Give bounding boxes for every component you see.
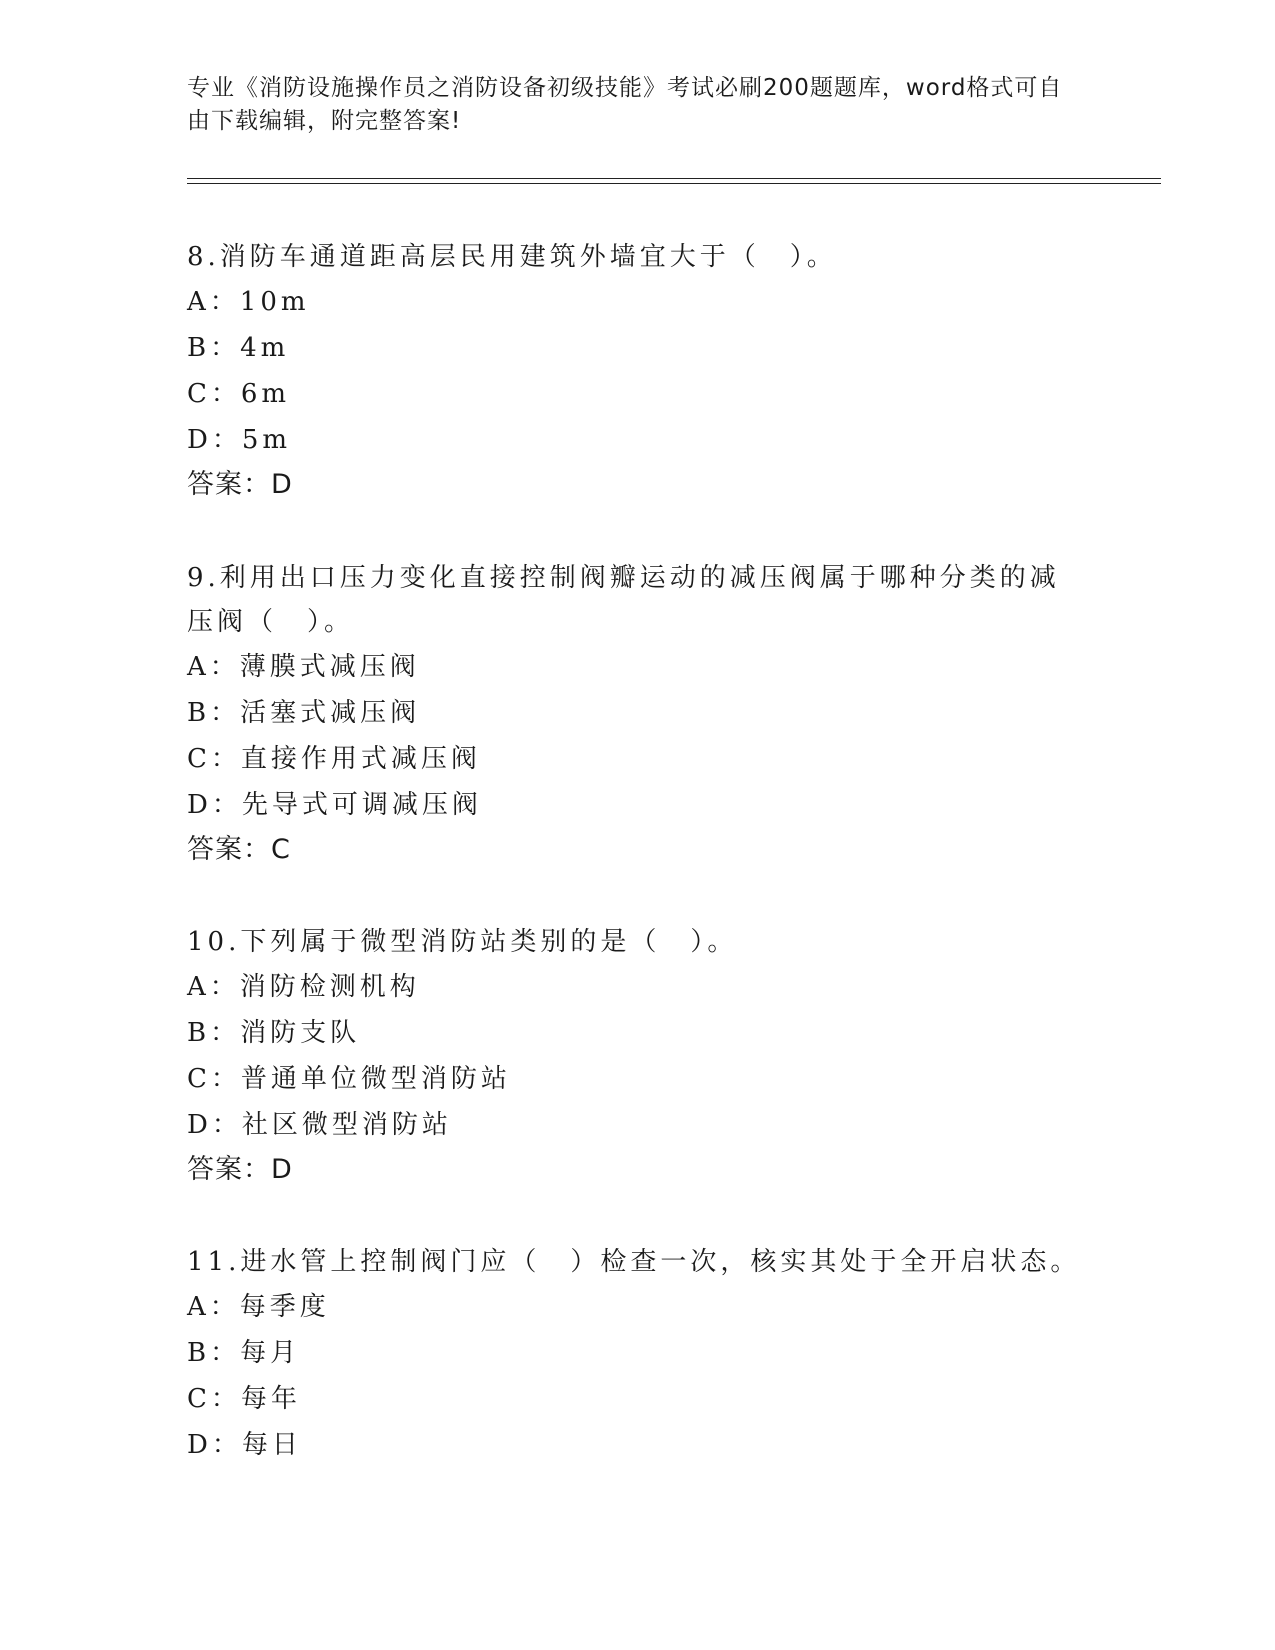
option-c: C：普通单位微型消防站 (187, 1064, 511, 1094)
option-c: C：每年 (187, 1384, 301, 1414)
option-d: D：社区微型消防站 (187, 1110, 452, 1140)
question-stem: 9.利用出口压力变化直接控制阀瓣运动的减压阀属于哪种分类的减压阀（ ）。 (187, 563, 1060, 637)
question-9 (187, 556, 1087, 872)
option-a: A：10m (187, 287, 310, 317)
option-a: A：薄膜式减压阀 (187, 652, 420, 682)
question-11 (187, 1240, 1087, 1468)
option-c: C：6m (187, 379, 291, 409)
document-header: 专业《消防设施操作员之消防设备初级技能》考试必刷200题题库，word格式可自由下载编辑，附完整答案! (187, 75, 1063, 134)
header-divider-top (187, 178, 1161, 179)
option-b: B：每月 (187, 1338, 301, 1368)
option-b: B：消防支队 (187, 1018, 361, 1048)
option-d: D：5m (187, 425, 292, 455)
option-d: D：每日 (187, 1430, 302, 1460)
option-b: B：活塞式减压阀 (187, 698, 421, 728)
question-stem: 10.下列属于微型消防站类别的是（ ）。 (187, 927, 738, 957)
answer: 答案：C (187, 834, 291, 865)
option-a: A：消防检测机构 (187, 972, 420, 1002)
option-d: D：先导式可调减压阀 (187, 790, 482, 820)
option-b: B：4m (187, 333, 290, 363)
question-10 (187, 920, 1087, 1192)
answer: 答案：D (187, 469, 293, 500)
question-stem: 11.进水管上控制阀门应（ ）检查一次，核实其处于全开启状态。 (187, 1247, 1081, 1277)
header-divider-bottom (187, 183, 1161, 184)
question-8 (187, 235, 1087, 507)
option-a: A：每季度 (187, 1292, 330, 1322)
answer: 答案：D (187, 1154, 293, 1185)
option-c: C：直接作用式减压阀 (187, 744, 481, 774)
question-stem: 8.消防车通道距高层民用建筑外墙宜大于（ ）。 (187, 242, 837, 272)
